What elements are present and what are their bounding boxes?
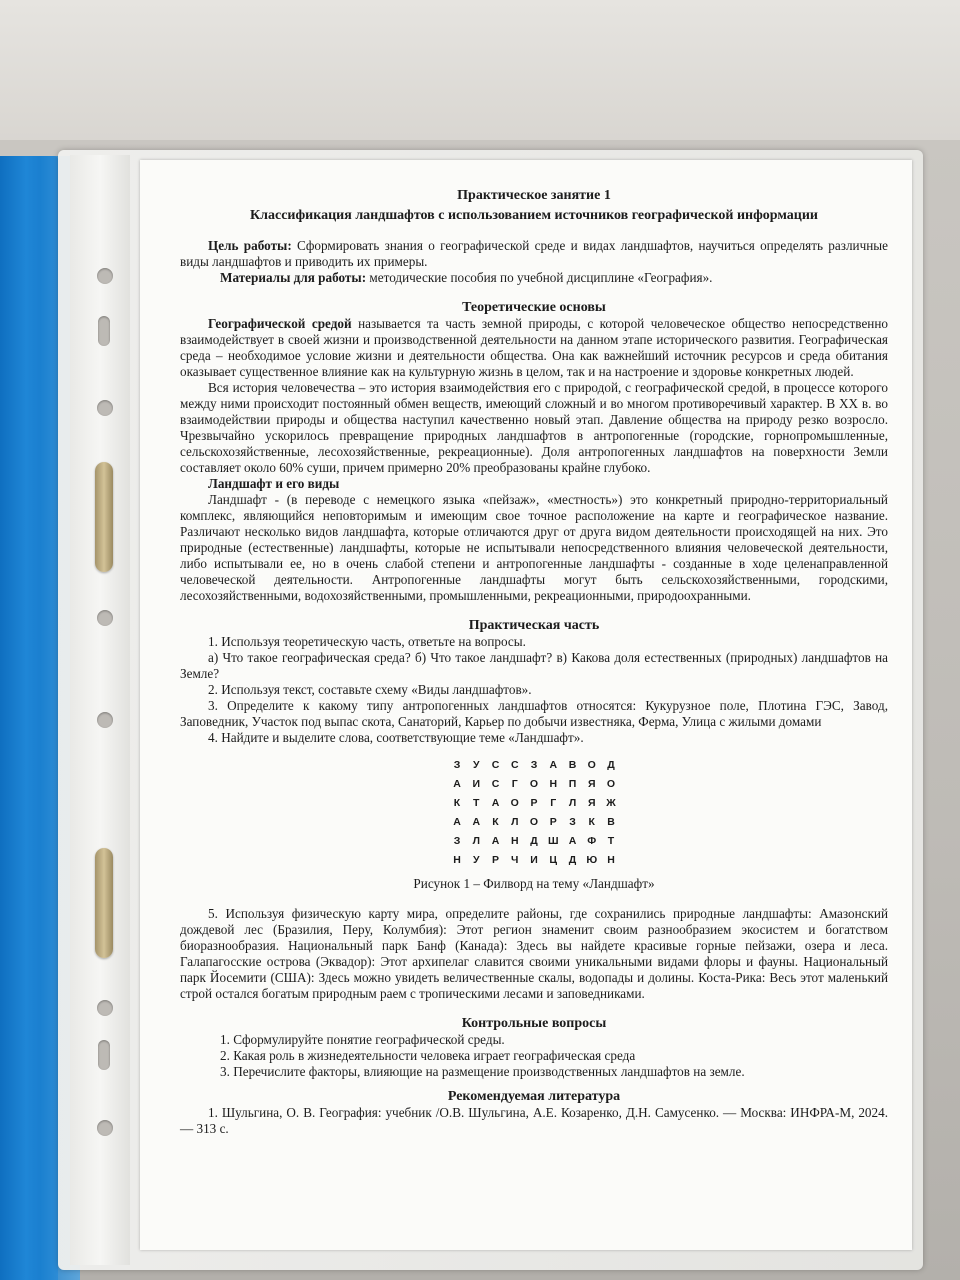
practice-item: 4. Найдите и выделите слова, соответствующие теме «Ландшафт». (208, 730, 584, 745)
wordsearch-letter: Л (511, 816, 519, 828)
punch-hole (97, 400, 113, 416)
wordsearch-letter: Т (473, 797, 480, 809)
wordsearch-letter: Ш (547, 835, 559, 847)
punch-slot (98, 316, 110, 346)
wordsearch-letter: Р (530, 797, 538, 809)
wordsearch-letter: А (568, 835, 577, 847)
wordsearch-grid (449, 756, 619, 870)
wordsearch-row (449, 775, 619, 794)
wordsearch-letter: Л (472, 835, 480, 847)
figure-caption: Рисунок 1 – Филворд на тему «Ландшафт» (413, 876, 655, 891)
wordsearch-letter: О (587, 759, 596, 771)
goal-paragraph (180, 238, 888, 270)
wordsearch-letter: Н (510, 835, 519, 847)
wordsearch-row (449, 813, 619, 832)
control-question: 3. Перечислите факторы, влияющие на размещение производственных ландшафтов на земле. (220, 1064, 745, 1079)
wordsearch-letter: Г (550, 797, 557, 809)
wordsearch-letter: К (588, 816, 595, 828)
wordsearch-letter: К (492, 816, 499, 828)
wordsearch-letter: Д (568, 854, 577, 866)
wordsearch-letter: К (453, 797, 461, 809)
wordsearch-letter: О (529, 816, 539, 828)
wordsearch-row (449, 794, 619, 813)
materials-label: Материалы для работы: (220, 270, 367, 285)
wordsearch-letter: И (472, 778, 481, 790)
practice-heading: Практическая часть (468, 618, 600, 633)
landscape-heading: Ландшафт и его виды (208, 476, 340, 491)
wordsearch-letter: З (453, 835, 461, 847)
wordsearch-letter: Ч (511, 854, 519, 866)
binder-clip (95, 848, 113, 958)
wordsearch-letter: Р (491, 854, 499, 866)
wordsearch-letter: Я (587, 797, 596, 809)
doc-title: Практическое занятие 1 (457, 188, 611, 203)
wordsearch-letter: У (472, 759, 480, 771)
materials-paragraph (180, 270, 888, 286)
binder-clip (95, 462, 113, 572)
wordsearch-letter: Г (511, 778, 518, 790)
theory-paragraph-2: Вся история человечества – это история взаимодействия его с природой, с географической средой, в процессе которого между ними происходит постоянный обмен веществ, имеющий сложный и во многом противоречивый характер. В ХХ в. во взаимодействии природы и общества наступил качественно новый этап. Давление общества на природу резко возросло. Чрезвычайно ускорилось превращение природных ландшафтов в антропогенные (городские, горнопромышленные, сельскохозяйственные, лесохозяйственные, рекреационные). Доля антропогенных ландшафтов на поверхности Земли составляет около 60% суши, причем примерно 20% преобразованы крайне глубоко. (180, 380, 888, 475)
practice-item: 3. Определите к какому типу антропогенных ландшафтов относятся: Кукурузное поле, Плотина ГЭС, Завод, Заповедник, Участок под выпас скота, Санаторий, Карьер по добычи известняка, Ферма, Улица с жилыми домами (180, 698, 888, 729)
punch-hole (97, 1000, 113, 1016)
wordsearch-letter: Д (530, 835, 538, 847)
wordsearch-letter: С (491, 759, 500, 771)
wordsearch-letter: Ж (606, 797, 616, 809)
wordsearch-row (449, 756, 619, 775)
theory-paragraph-1 (180, 316, 888, 380)
wordsearch-row (449, 851, 619, 870)
literature-item: 1. Шульгина, О. В. География: учебник /О.В. Шульгина, А.Е. Козаренко, Д.Н. Самусенко. — Москва: ИНФРА-М, 2024. — 313 с. (180, 1105, 888, 1136)
wordsearch-letter: Ю (586, 854, 598, 866)
wordsearch-letter: В (568, 759, 577, 771)
punch-hole (97, 1120, 113, 1136)
wordsearch-letter: О (510, 797, 519, 809)
control-question: 1. Сформулируйте понятие географической среды. (220, 1032, 505, 1047)
theory-lead-term: Географической средой (208, 316, 352, 331)
control-question: 2. Какая роль в жизнедеятельности человека играет географическая среда (220, 1048, 636, 1063)
practice-item: а) Что такое географическая среда? б) Что такое ландшафт? в) Какова доля естественных (природных) ландшафтов на Земле? (180, 650, 888, 681)
goal-text: Сформировать знания о географической среде и видах ландшафтов, научиться определять различные виды ландшафтов и приводить их примеры. (180, 238, 888, 269)
practice-item-5: 5. Используя физическую карту мира, определите районы, где сохранились природные ландшафты: Амазонский дождевой лес (Бразилия, Перу, Колумбия): Этот регион знаменит своим разнообразием экосистем и богатством биоразнообразия. Национальный парк Банф (Канада): Здесь вы найдете красивые горные пейзажи, озера и леса. Галапагосские острова (Эквадор): Этот архипелаг славится своими уникальными видами флоры и фауны. Национальный парк Йосемити (США): Здесь можно увидеть величественные скалы, водопады и долины. Коста-Рика: Весь этот маленький строй остался богатым природным раем с тропическими лесами и заповедниками. (180, 906, 888, 1001)
wordsearch-letter: Д (607, 759, 615, 771)
landscape-paragraph: Ландшафт - (в переводе с немецкого языка «пейзаж», «местность») это конкретный природно-территориальный комплекс, являющийся неповторимым и имеющим свое точное расположение на карте и географическое название. Различают несколько видов ландшафта, которые отличаются друг от друга видом деятельности происходящей на них. Это природные (естественные) ландшафты, которые не испытывали непосредственного влияния человеческой деятельности, либо испытывали ее, но в очень слабой степени и антропогенные ландшафты - созданные в ходе целенаправленной человеческой деятельности. Антропогенные ландшафты могут быть сельскохозяйственными, городскими, лесохозяйственными, водохозяйственными, промышленными, рекреационными, природоохранными. (180, 492, 888, 603)
wordsearch-letter: Л (568, 797, 577, 809)
wordsearch-letter: В (607, 816, 615, 828)
control-heading: Контрольные вопросы (461, 1016, 607, 1031)
wordsearch-letter: О (529, 778, 539, 790)
wordsearch-letter: Ц (549, 854, 558, 866)
literature-heading: Рекомендуемая литература (447, 1089, 621, 1104)
theory-text-1: называется та часть земной природы, с которой человеческое общество непосредственно взаимодействует в своей жизни и производственной деятельности на данном этапе исторического развития. Географическая среда – необходимое условие жизни и деятельности общества. Она как важнейший источник ресурсов и среда обитания оказывает существенное влияние как на культурную жизнь в целом, так и на настроение и здоровье конкретных людей. (180, 316, 889, 379)
wordsearch-letter: З (453, 759, 461, 771)
wordsearch-letter: А (453, 778, 461, 790)
wordsearch-letter: Н (549, 778, 558, 790)
wordsearch-letter: А (453, 816, 461, 828)
materials-text: методические пособия по учебной дисциплине «География». (369, 270, 713, 285)
wordsearch-letter: А (491, 835, 500, 847)
wordsearch-letter: О (606, 778, 616, 790)
wordsearch-row (449, 832, 619, 851)
wordsearch-letter: И (530, 854, 538, 866)
wordsearch-letter: А (549, 759, 558, 771)
doc-subtitle: Классификация ландшафтов с использованием источников географической информации (250, 208, 818, 223)
wordsearch-letter: З (530, 759, 538, 771)
wordsearch-letter: Н (453, 854, 461, 866)
wordsearch-letter: С (491, 778, 500, 790)
wordsearch-letter: А (491, 797, 500, 809)
punch-hole (97, 712, 113, 728)
wordsearch-letter: Р (549, 816, 557, 828)
wordsearch-letter: Я (587, 778, 596, 790)
punch-hole (97, 268, 113, 284)
practice-item: 2. Используя текст, составьте схему «Виды ландшафтов». (208, 682, 532, 697)
wordsearch-letter: П (568, 778, 577, 790)
wordsearch-letter: З (569, 816, 576, 828)
wordsearch-letter: А (472, 816, 481, 828)
document-content (180, 188, 888, 1137)
theory-heading: Теоретические основы (462, 300, 606, 315)
wordsearch-letter: У (472, 854, 480, 866)
wordsearch-letter: Ф (587, 835, 597, 847)
punch-hole (97, 610, 113, 626)
practice-item: 1. Используя теоретическую часть, ответьте на вопросы. (208, 634, 526, 649)
wordsearch-letter: Н (607, 854, 615, 866)
document-page (140, 160, 912, 1250)
wordsearch-letter: Т (607, 835, 615, 847)
punch-slot (98, 1040, 110, 1070)
wordsearch-letter: С (510, 759, 519, 771)
goal-label: Цель работы: (208, 238, 292, 253)
